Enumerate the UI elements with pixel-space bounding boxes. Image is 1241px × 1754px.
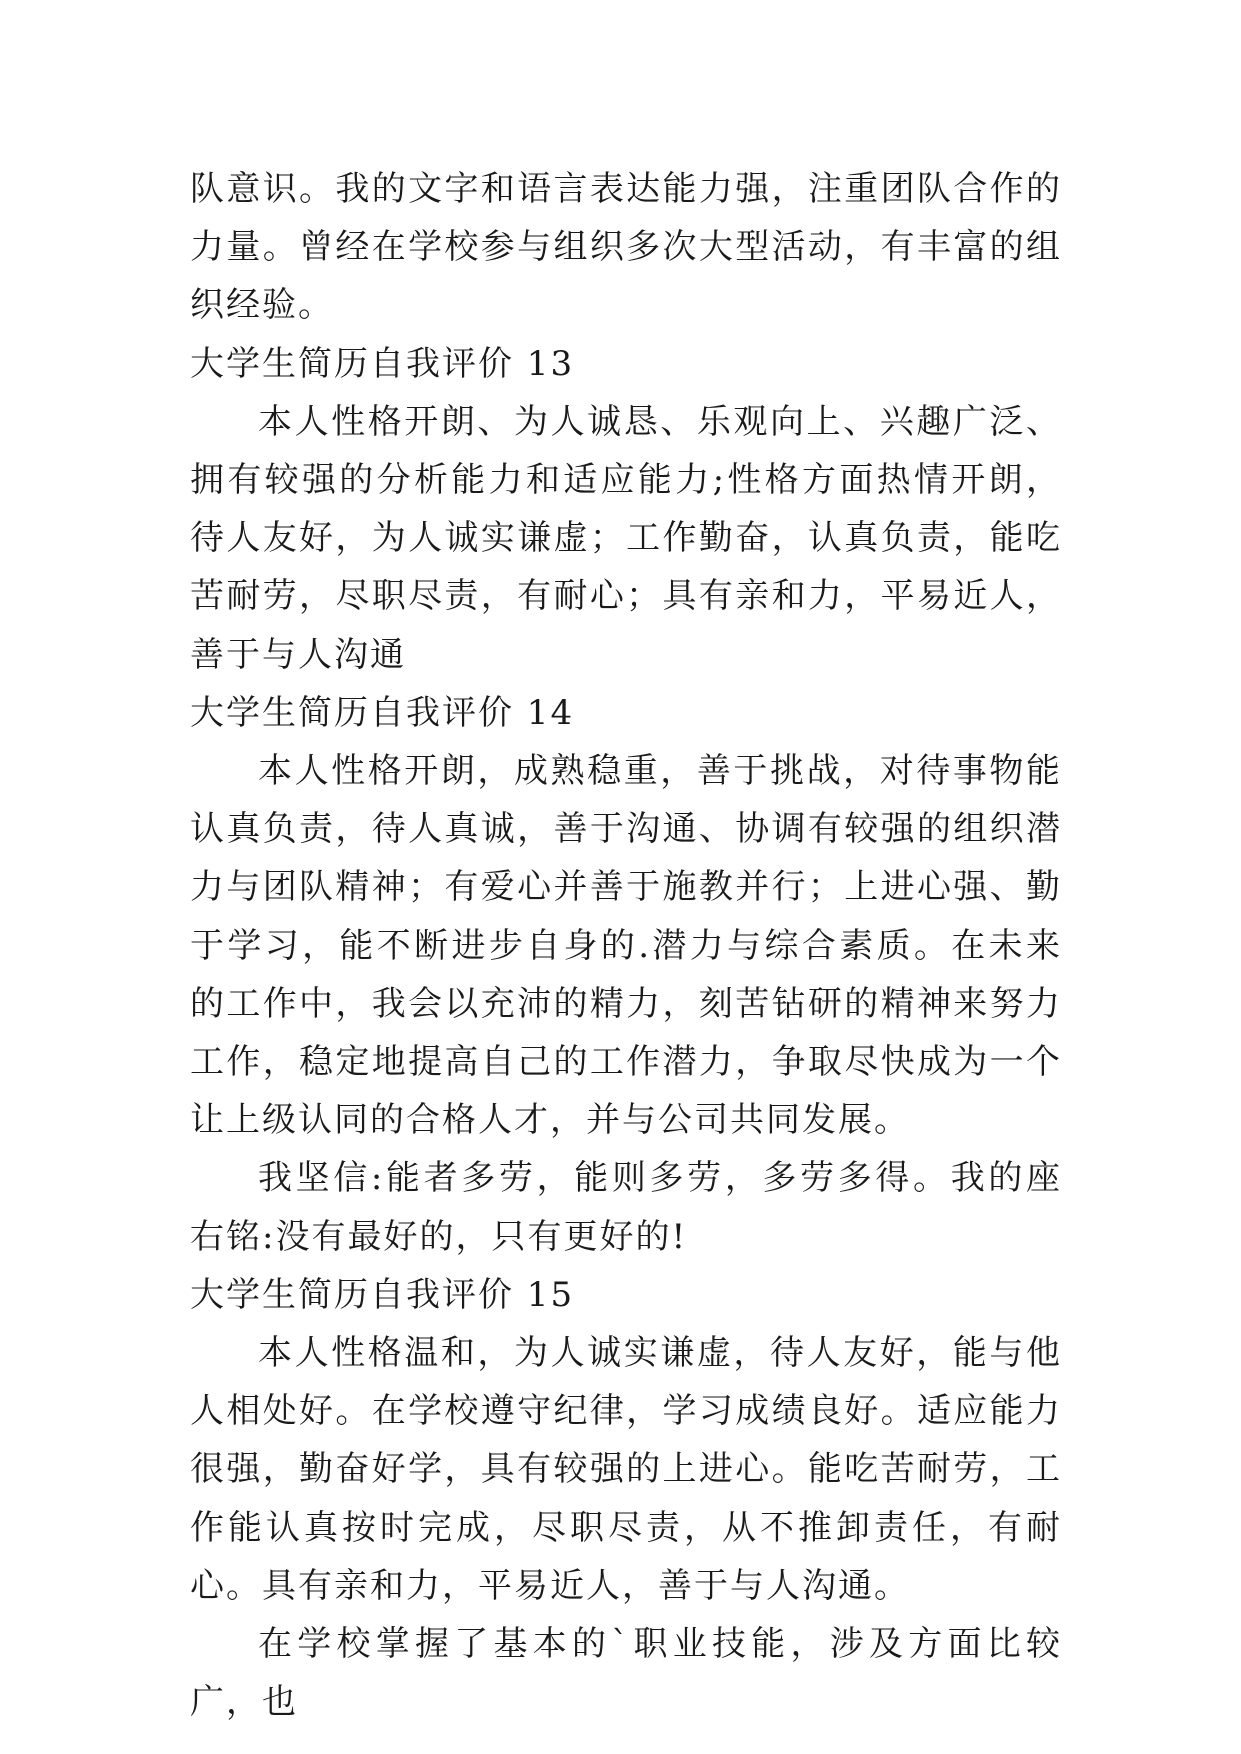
document-body [190, 160, 1062, 1731]
paragraph-15-a: 本人性格温和，为人诚实谦虚，待人友好，能与他人相处好。在学校遵守纪律，学习成绩良好。适应能力很强，勤奋好学，具有较强的上进心。能吃苦耐劳，工作能认真按时完成，尽职尽责，从不推卸责任，有耐心。具有亲和力，平易近人，善于与人沟通。 [190, 1333, 1062, 1606]
section-heading-13: 大学生简历自我评价 13 [190, 343, 575, 384]
paragraph-15-b: 在学校掌握了基本的`职业技能，涉及方面比较广，也 [190, 1624, 1062, 1723]
paragraph-14-a: 本人性格开朗，成熟稳重，善于挑战，对待事物能认真负责，待人真诚，善于沟通、协调有较强的组织潜力与团队精神；有爱心并善于施教并行；上进心强、勤于学习，能不断进步自身的.潜力与综合素质。在未来的工作中，我会以充沛的精力，刻苦钻研的精神来努力工作，稳定地提高自己的工作潜力，争取尽快成为一个让上级认同的合格人才，并与公司共同发展。 [190, 751, 1062, 1141]
section-heading-14: 大学生简历自我评价 14 [190, 692, 575, 733]
paragraph-14-b: 我坚信:能者多劳，能则多劳，多劳多得。我的座右铭:没有最好的，只有更好的! [190, 1158, 1062, 1257]
paragraph-continuation: 队意识。我的文字和语言表达能力强，注重团队合作的力量。曾经在学校参与组织多次大型活动，有丰富的组织经验。 [190, 169, 1062, 326]
paragraph-13: 本人性格开朗、为人诚恳、乐观向上、兴趣广泛、拥有较强的分析能力和适应能力;性格方面热情开朗，待人友好，为人诚实谦虚；工作勤奋，认真负责，能吃苦耐劳，尽职尽责，有耐心；具有亲和力，平易近人，善于与人沟通 [190, 401, 1062, 675]
section-heading-15: 大学生简历自我评价 15 [190, 1274, 575, 1315]
